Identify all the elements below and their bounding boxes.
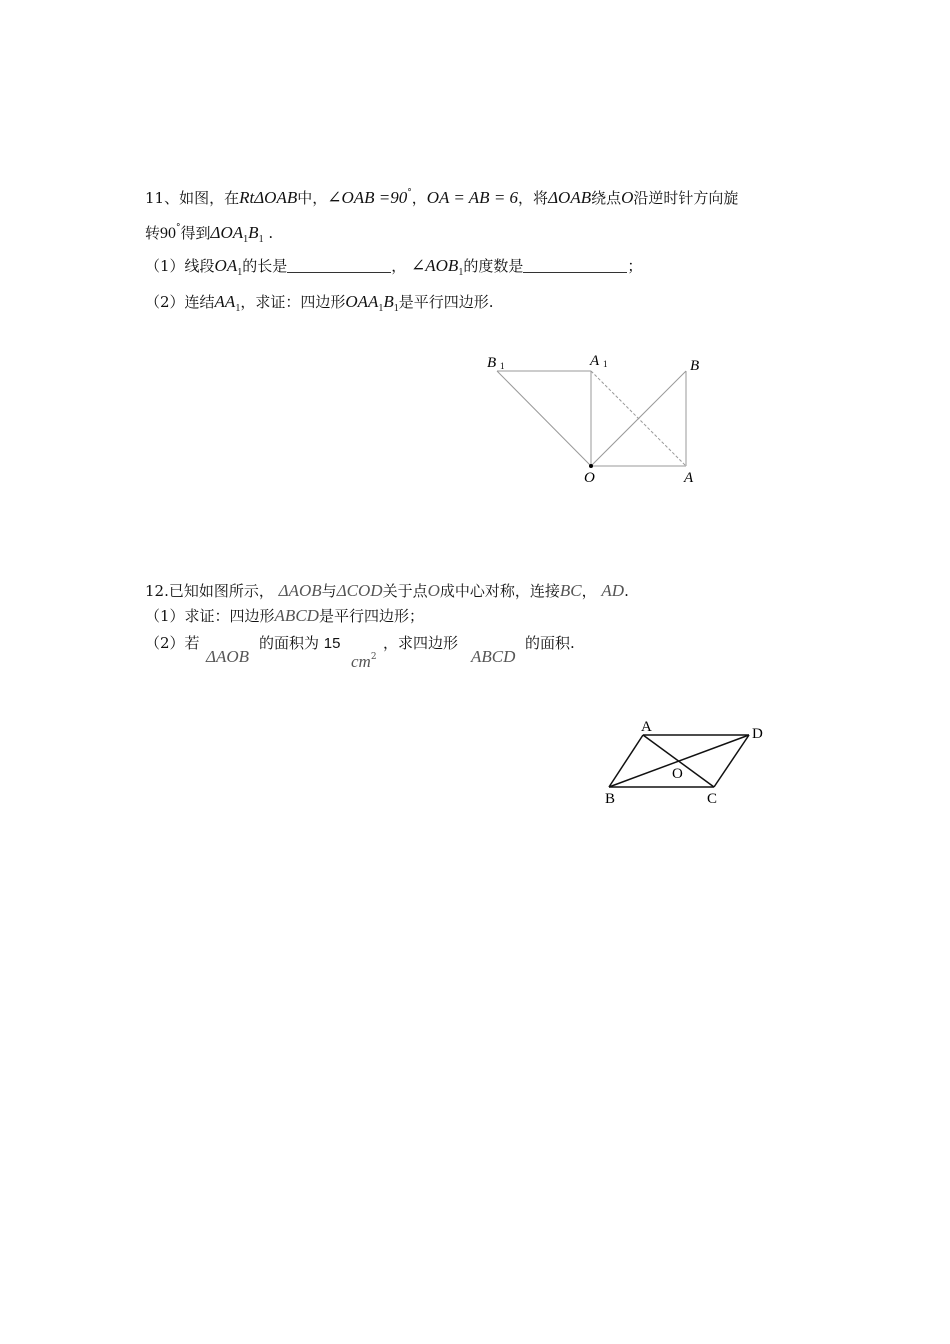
q12-part2-unit: $cm^2$ (351, 652, 377, 671)
q11-line2: 转90°得到$\Delta OA_1B_1$ . (145, 223, 274, 245)
svg-text:1: 1 (500, 361, 505, 371)
triangle-oab: ΔOAB (548, 188, 592, 207)
label-b-12: B (605, 791, 616, 807)
label-a-12: A (641, 719, 652, 735)
label-a: A (684, 470, 694, 486)
label-d-12: D (752, 726, 763, 742)
label-c-12: C (707, 791, 718, 807)
svg-text:1: 1 (603, 359, 608, 369)
q12-part2-quad: ABCD (471, 647, 516, 666)
rt-triangle-oab: RtΔOAB (239, 188, 298, 207)
segment-a-b (609, 735, 643, 787)
q12-part2-tri: ΔAOB (206, 647, 250, 666)
q11-part2: （2）连结$AA_1$，求证：四边形$OAA_1B_1$是平行四边形. (145, 292, 494, 314)
label-b: B (690, 358, 700, 374)
q11-line1: 11、如图，在RtΔOAB中，∠OAB =90°，OA = AB = 6，将ΔOAB绕点O沿逆时针方向旋 (145, 188, 739, 207)
label-o: O (584, 470, 595, 486)
q12-part2-rest: ，求四边形 (383, 634, 459, 652)
label-o-12: O (672, 766, 683, 782)
q12-line1: 12.已知如图所示， ΔAOB与ΔCOD关于点O成中心对称，连接BC， AD. (145, 581, 629, 600)
q12-part2-text: （2）若 (145, 634, 200, 652)
q11-part1: （1）线段$OA_1$的长是 ， $\angle AOB_1$的度数是 ； (145, 256, 643, 278)
segment-b1-o (497, 371, 591, 466)
oa-equals-ab: OA = AB = 6 (426, 188, 519, 207)
label-a1: A (590, 353, 600, 369)
q12-part2-end: 的面积. (525, 634, 575, 652)
point-o (589, 464, 593, 468)
label-b1: B (487, 355, 497, 371)
angle-oab: ∠OAB =90 (327, 188, 408, 207)
q12-part2-area: 的面积为 15 (259, 634, 341, 652)
q12-part1: （1）求证：四边形ABCD是平行四边形； (145, 606, 424, 625)
triangle-oa1b1: $\Delta OA_1B_1$ (210, 223, 264, 245)
segment-c-d (714, 735, 749, 787)
